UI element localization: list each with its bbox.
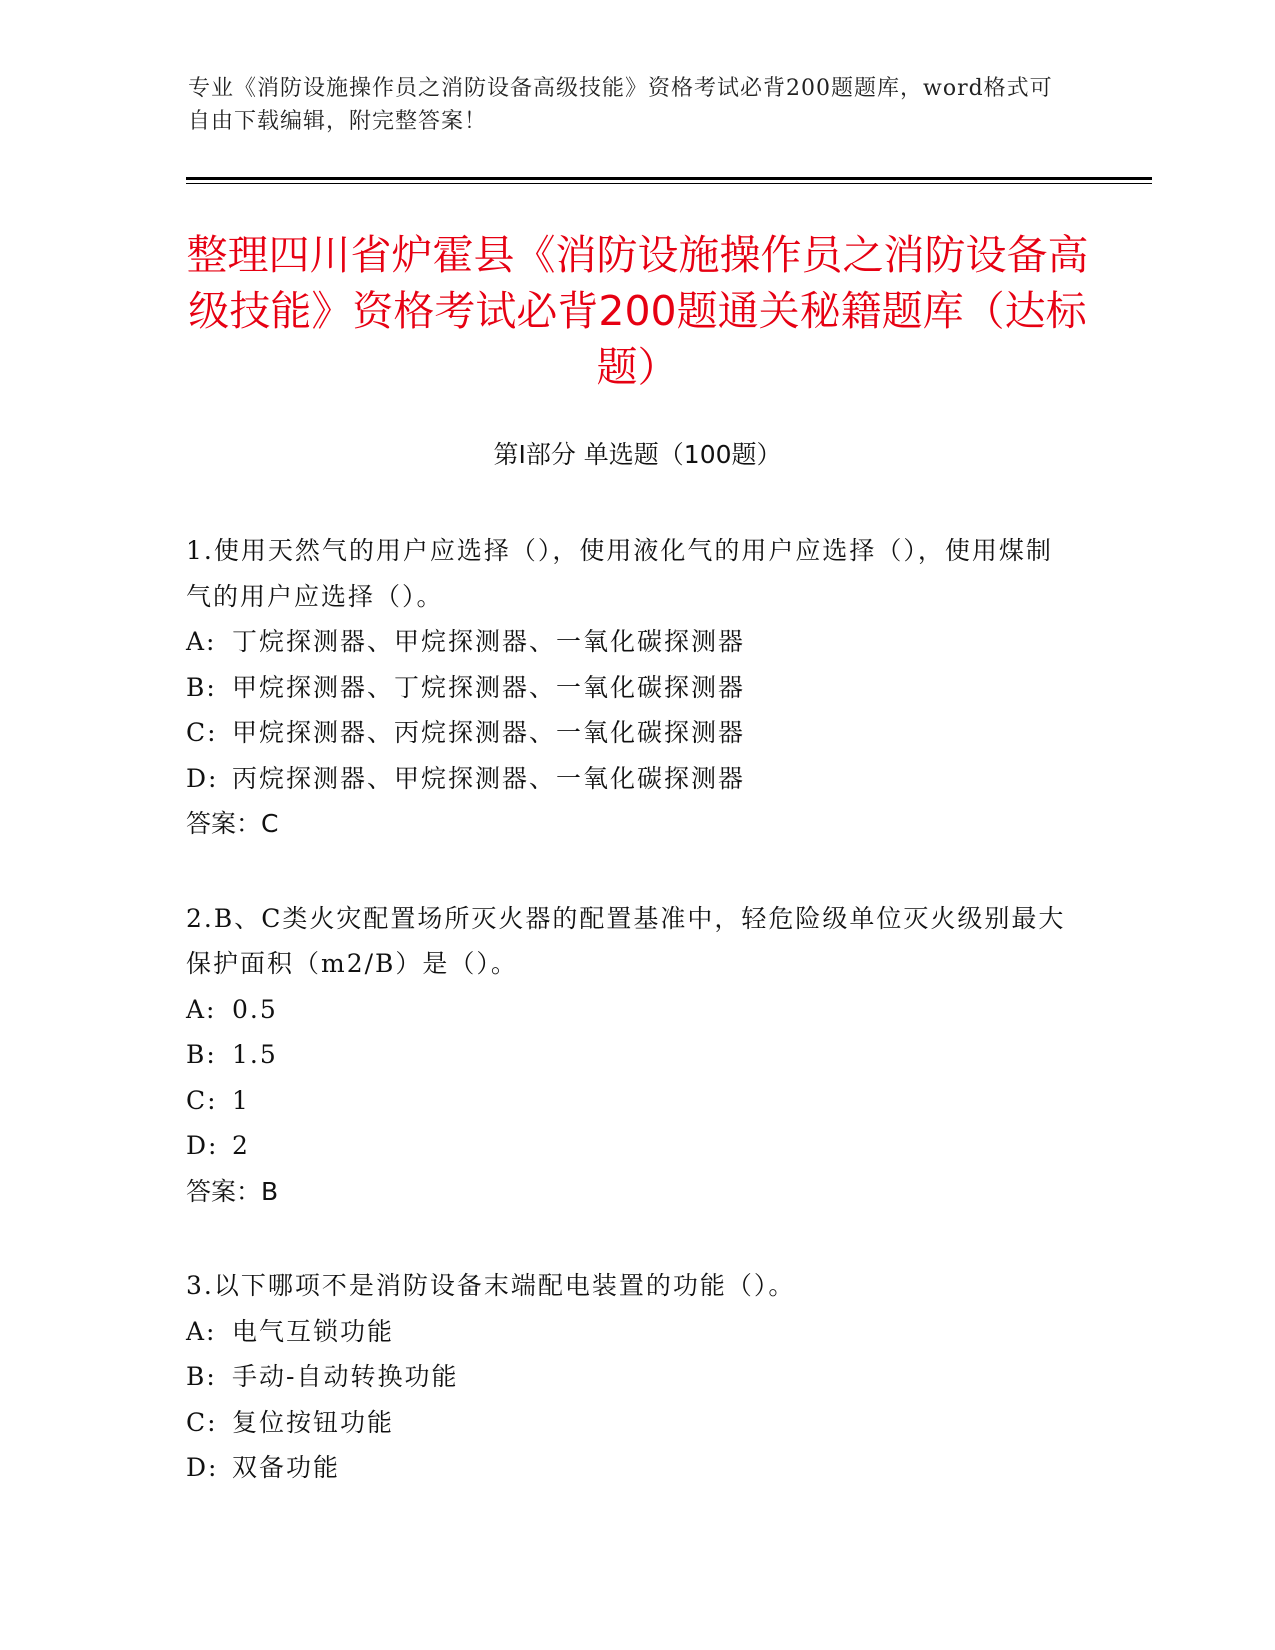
answer-line: 答案：B: [186, 1176, 279, 1206]
option-text: 电气互锁功能: [232, 1316, 395, 1346]
option-key: A:: [186, 994, 217, 1024]
option-b: [186, 665, 1066, 711]
option-key: A:: [186, 627, 217, 656]
option-a: [186, 1309, 1066, 1355]
option-key: D:: [186, 763, 219, 793]
header-divider-thick: [186, 177, 1152, 180]
option-text: 丁烷探测器、甲烷探测器、一氧化碳探测器: [232, 627, 746, 656]
option-c: [186, 710, 1066, 756]
option-text: 复位按钮功能: [232, 1407, 395, 1437]
option-b: [186, 1032, 1066, 1078]
question-stem: 3.以下哪项不是消防设备末端配电装置的功能（）。: [186, 1271, 796, 1300]
option-c: [186, 1400, 1066, 1446]
question-stem: 2.B、C类火灾配置场所灭火器的配置基准中，轻危险级单位灭火级别最大保护面积（m2/B）是（）。: [186, 903, 1066, 978]
option-d: [186, 1445, 1066, 1491]
option-key: A:: [186, 1316, 217, 1346]
question-1: [186, 528, 1066, 847]
option-text: 甲烷探测器、丁烷探测器、一氧化碳探测器: [232, 672, 746, 702]
option-text: 1: [232, 1085, 250, 1115]
header-divider-thin: [186, 183, 1152, 184]
option-key: D:: [186, 1131, 219, 1160]
option-key: C:: [186, 1407, 218, 1437]
question-3: [186, 1263, 1066, 1491]
option-text: 甲烷探测器、丙烷探测器、一氧化碳探测器: [232, 718, 746, 747]
option-text: 双备功能: [232, 1453, 341, 1482]
option-a: [186, 619, 1066, 665]
option-b: [186, 1354, 1066, 1400]
option-list: [186, 619, 1066, 801]
option-list: [186, 987, 1066, 1169]
option-text: 0.5: [232, 994, 278, 1024]
option-key: D:: [186, 1453, 219, 1482]
question-stem: 1.使用天然气的用户应选择（），使用液化气的用户应选择（），使用煤制气的用户应选择（）。: [186, 536, 1053, 611]
option-key: C:: [186, 1085, 218, 1115]
option-key: B:: [186, 672, 217, 702]
option-text: 丙烷探测器、甲烷探测器、一氧化碳探测器: [232, 763, 746, 793]
question-list: [186, 528, 1066, 1540]
option-key: B:: [186, 1362, 217, 1391]
option-d: [186, 756, 1066, 802]
option-a: [186, 987, 1066, 1033]
question-2: [186, 896, 1066, 1215]
option-key: C:: [186, 718, 218, 747]
option-text: 手动-自动转换功能: [232, 1362, 459, 1391]
answer-line: 答案：C: [186, 809, 279, 838]
option-list: [186, 1309, 1066, 1491]
option-text: 1.5: [232, 1040, 278, 1069]
option-text: 2: [232, 1131, 250, 1160]
option-d: [186, 1123, 1066, 1169]
section-heading: 第Ⅰ部分 单选题（100题）: [493, 440, 782, 469]
option-c: [186, 1078, 1066, 1124]
document-title: 整理四川省炉霍县《消防设施操作员之消防设备高级技能》资格考试必背200题通关秘籍题库（达标题）: [186, 231, 1089, 391]
option-key: B:: [186, 1040, 217, 1069]
header-note: 专业《消防设施操作员之消防设备高级技能》资格考试必背200题题库，word格式可自由下载编辑，附完整答案！: [188, 76, 1053, 134]
